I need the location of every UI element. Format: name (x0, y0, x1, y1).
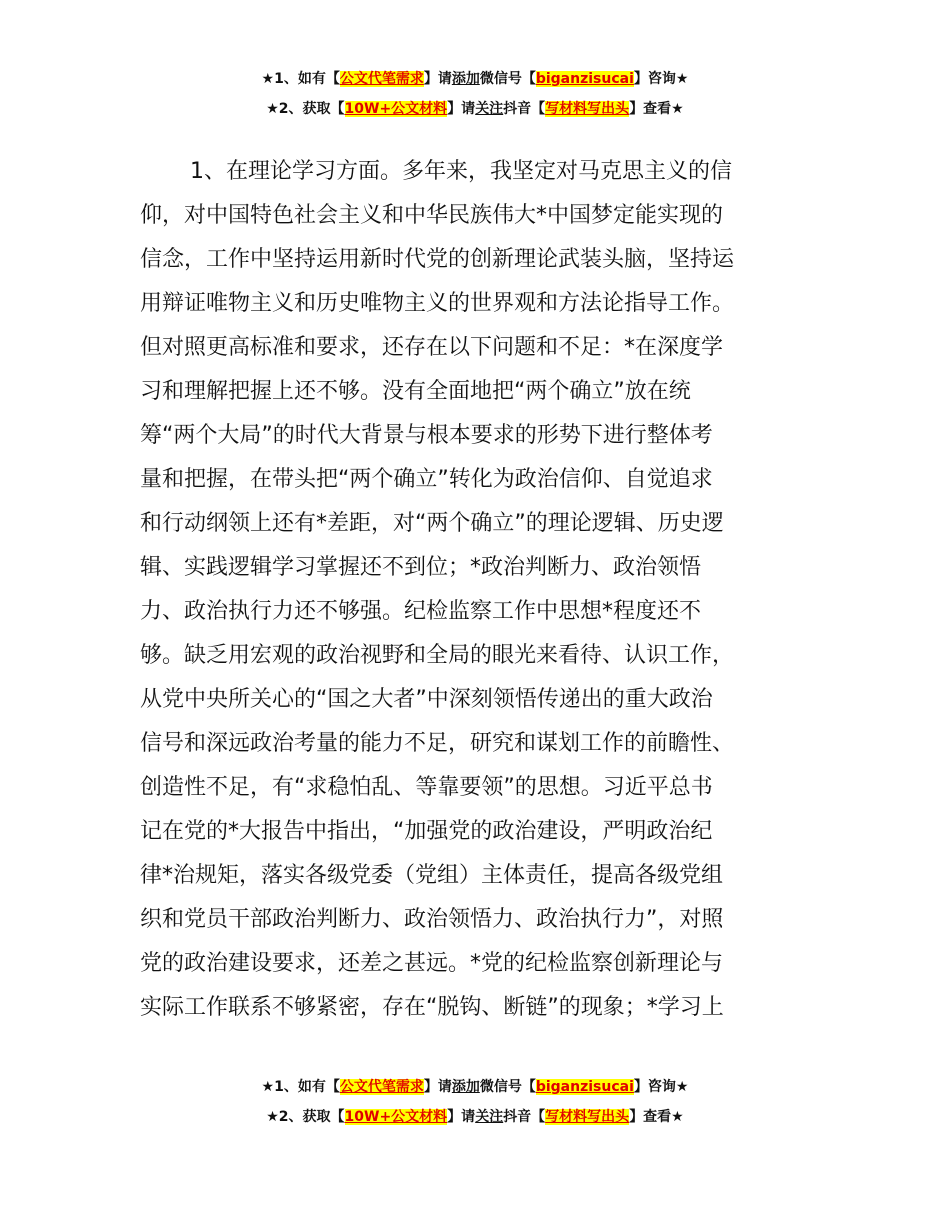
body-line: 但对照更高标准和要求，还存在以下问题和不足：*在深度学 (140, 335, 724, 360)
body-line: 辑、实践逻辑学习掌握还不到位；*政治判断力、政治领悟 (140, 555, 702, 580)
body-paragraph (140, 150, 820, 1030)
banner-text: 】请 (447, 101, 476, 117)
body-line: 用辩证唯物主义和历史唯物主义的世界观和方法论指导工作。 (140, 291, 735, 316)
body-line: 记在党的*大报告中指出，“加强党的政治建设，严明政治纪 (140, 819, 713, 844)
body-line: 从党中央所关心的“国之大者”中深刻领悟传递出的重大政治 (140, 687, 713, 712)
banner-text: ★1、如有【 (261, 71, 340, 87)
banner-text: 微信号【 (479, 71, 536, 87)
bottom-banner (0, 1076, 950, 1136)
banner-line-2 (0, 1106, 950, 1136)
banner-text: ★2、获取【 (266, 1109, 345, 1125)
body-line: 信念，工作中坚持运用新时代党的创新理论武装头脑，坚持运 (140, 247, 735, 272)
body-line: 创造性不足，有“求稳怕乱、等靠要领”的思想。习近平总书 (140, 775, 713, 800)
banner-text: 抖音【 (503, 101, 546, 117)
banner-text: 】查看★ (629, 101, 684, 117)
banner-text: 】咨询★ (633, 71, 689, 87)
follow-underline: 关注 (475, 101, 504, 117)
body-line: 力、政治执行力还不够强。纪检监察工作中思想*程度还不 (140, 599, 702, 624)
body-line: 和行动纲领上还有*差距，对“两个确立”的理论逻辑、历史逻 (140, 511, 724, 536)
banner-line-2 (0, 98, 950, 128)
banner-line-1 (0, 1076, 950, 1106)
banner-text: ★1、如有【 (261, 1079, 340, 1095)
banner-text: 】咨询★ (633, 1079, 689, 1095)
banner-text: 】查看★ (629, 1109, 684, 1125)
body-line: 筹“两个大局”的时代大背景与根本要求的形势下进行整体考 (140, 423, 713, 448)
wechat-id-highlight: biganzisucai (535, 1079, 634, 1095)
body-line: 习和理解把握上还不够。没有全面地把“两个确立”放在统 (140, 379, 691, 404)
banner-text: 】请 (423, 1079, 452, 1095)
body-line: 量和把握，在带头把“两个确立”转化为政治信仰、自觉追求 (140, 467, 713, 492)
materials-highlight: 10W+公文材料 (344, 1109, 448, 1125)
banner-text: 】请 (447, 1109, 476, 1125)
douyin-id-highlight: 写材料写出头 (545, 1109, 630, 1125)
body-line: 仰，对中国特色社会主义和中华民族伟大*中国梦定能实现的 (140, 203, 724, 228)
body-line: 够。缺乏用宏观的政治视野和全局的眼光来看待、认识工作， (140, 643, 735, 668)
body-line: 织和党员干部政治判断力、政治领悟力、政治执行力”，对照 (140, 907, 724, 932)
service-highlight: 公文代笔需求 (339, 1079, 424, 1095)
follow-underline: 关注 (475, 1109, 504, 1125)
banner-text: 抖音【 (503, 1109, 546, 1125)
body-line: 信号和深远政治考量的能力不足，研究和谋划工作的前瞻性、 (140, 731, 735, 756)
banner-text: 微信号【 (479, 1079, 536, 1095)
add-underline: 添加 (451, 71, 480, 87)
body-line: 实际工作联系不够紧密，存在“脱钩、断链”的现象；*学习上 (140, 995, 724, 1020)
add-underline: 添加 (451, 1079, 480, 1095)
top-banner (0, 68, 950, 128)
banner-text: ★2、获取【 (266, 101, 345, 117)
wechat-id-highlight: biganzisucai (535, 71, 634, 87)
service-highlight: 公文代笔需求 (339, 71, 424, 87)
banner-line-1 (0, 68, 950, 98)
douyin-id-highlight: 写材料写出头 (545, 101, 630, 117)
body-line: 党的政治建设要求，还差之甚远。*党的纪检监察创新理论与 (140, 951, 724, 976)
materials-highlight: 10W+公文材料 (344, 101, 448, 117)
banner-text: 】请 (423, 71, 452, 87)
body-line: 1、在理论学习方面。多年来，我坚定对马克思主义的信 (190, 159, 732, 184)
body-line: 律*治规矩，落实各级党委（党组）主体责任，提高各级党组 (140, 863, 724, 888)
